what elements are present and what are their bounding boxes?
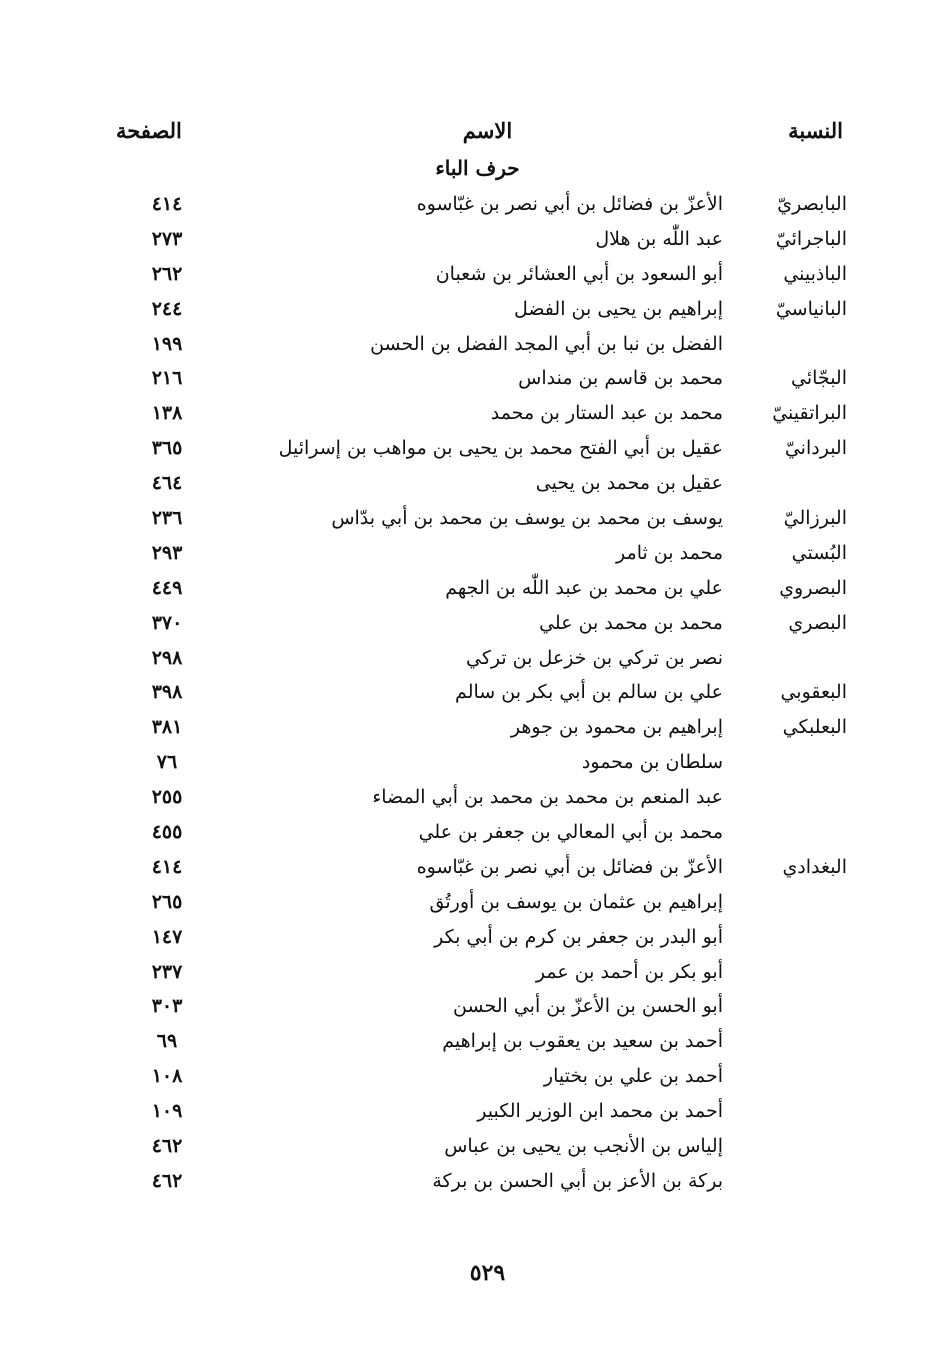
table-row [0, 470, 935, 505]
table-row [0, 435, 935, 470]
row-name: بركة بن الأعز بن أبي الحسن بن بركة [432, 1169, 723, 1192]
row-page-number: ٢٣٧ [151, 960, 183, 983]
row-page-number: ٣٨١ [151, 716, 183, 739]
row-page-number: ٤٤٩ [151, 576, 183, 599]
column-header-nisba: النسبة [788, 118, 843, 143]
row-page-number: ٦٩ [156, 1030, 178, 1053]
row-nisba: البراتقينيّ [772, 402, 847, 425]
row-page-number: ٤٦٢ [151, 1169, 183, 1192]
table-row [0, 645, 935, 680]
table-row [0, 331, 935, 366]
row-page-number: ١٩٩ [151, 332, 183, 355]
row-page-number: ١٤٧ [151, 925, 183, 948]
row-name: أبو البدر بن جعفر بن كرم بن أبي بكر [434, 925, 723, 948]
row-name: الأعزّ بن فضائل بن أبي نصر بن غبّاسوه [416, 193, 723, 215]
table-row [0, 889, 935, 924]
row-nisba: البُستي [791, 541, 847, 564]
row-page-number: ٣٩٨ [151, 681, 183, 704]
table-row [0, 749, 935, 784]
row-page-number: ٢٣٦ [151, 507, 183, 530]
row-name: عبد اللّٰه بن هلال [595, 227, 723, 250]
row-page-number: ٤٦٢ [151, 1135, 183, 1158]
table-row [0, 854, 935, 889]
row-page-number: ٢٥٥ [151, 786, 183, 809]
row-page-number: ٢٤٤ [151, 297, 183, 320]
table-row [0, 1063, 935, 1098]
section-title: حرف الباء [435, 156, 520, 180]
row-page-number: ٢٩٨ [151, 646, 183, 669]
row-name: محمد بن ثامر [616, 541, 723, 564]
row-nisba: البصروي [779, 576, 847, 599]
row-page-number: ١٠٩ [151, 1100, 183, 1123]
table-row [0, 296, 935, 331]
row-page-number: ٢٦٢ [151, 262, 183, 285]
row-page-number: ٧٦ [156, 751, 178, 774]
row-page-number: ٤١٤ [151, 855, 183, 878]
row-name: علي بن محمد بن عبد اللّٰه بن الجهم [445, 576, 723, 599]
row-nisba: البعقوبي [780, 681, 847, 704]
row-name: محمد بن محمد بن علي [539, 611, 723, 634]
table-row [0, 1028, 935, 1063]
row-name: إبراهيم بن يحيى بن الفضل [513, 297, 723, 320]
row-page-number: ٣٧٠ [151, 611, 183, 634]
page-number: ٥٢٩ [469, 1260, 506, 1286]
row-name: الفضل بن نبا بن أبي المجد الفضل بن الحسن [370, 332, 723, 355]
row-name: سلطان بن محمود [581, 751, 723, 774]
row-name: أبو الحسن بن الأعزّ بن أبي الحسن [453, 995, 723, 1018]
row-name: أبو بكر بن أحمد بن عمر [535, 960, 723, 983]
row-name: أحمد بن علي بن بختيار [543, 1065, 723, 1088]
row-name: عقيل بن محمد بن يحيى [535, 472, 723, 495]
table-row [0, 575, 935, 610]
table-row [0, 924, 935, 959]
row-nisba: البردانيّ [784, 437, 847, 460]
row-name: إبراهيم بن محمود بن جوهر [510, 716, 723, 739]
row-name: محمد بن أبي المعالي بن جعفر بن علي [418, 821, 723, 844]
row-name: عقيل بن أبي الفتح محمد بن يحيى بن مواهب بن إسرائيل [278, 437, 723, 460]
table-row [0, 819, 935, 854]
table-row [0, 610, 935, 645]
table-row [0, 365, 935, 400]
table-row [0, 714, 935, 749]
table-row [0, 1098, 935, 1133]
row-name: عبد المنعم بن محمد بن محمد بن أبي المضاء [372, 786, 723, 809]
row-nisba: البجّائي [791, 367, 847, 390]
row-name: أحمد بن سعيد بن يعقوب بن إبراهيم [442, 1030, 723, 1053]
table-row [0, 540, 935, 575]
row-name: محمد بن عبد الستار بن محمد [490, 402, 723, 425]
row-page-number: ٢٩٣ [151, 541, 183, 564]
table-row [0, 400, 935, 435]
row-page-number: ١٠٨ [151, 1065, 183, 1088]
row-nisba: البغدادي [782, 855, 847, 878]
table-row [0, 226, 935, 261]
row-name: نصر بن تركي بن خزعل بن تركي [465, 646, 723, 669]
row-nisba: الباجرائيّ [775, 227, 847, 250]
row-name: علي بن سالم بن أبي بكر بن سالم [455, 681, 723, 704]
row-nisba: البابصريّ [777, 193, 847, 215]
row-page-number: ٣٦٥ [151, 437, 183, 460]
row-nisba: البصري [788, 611, 847, 634]
row-page-number: ٣٠٣ [151, 995, 183, 1018]
row-name: الأعزّ بن فضائل بن أبي نصر بن غبّاسوه [416, 855, 723, 878]
row-name: يوسف بن محمد بن يوسف بن محمد بن أبي بدّاس [331, 507, 723, 530]
row-name: محمد بن قاسم بن منداس [518, 367, 723, 390]
row-nisba: الباذبيني [783, 262, 847, 285]
row-page-number: ٤١٤ [151, 193, 183, 215]
table-row [0, 261, 935, 296]
row-page-number: ١٣٨ [151, 402, 183, 425]
table-row [0, 1133, 935, 1168]
table-row [0, 993, 935, 1028]
row-page-number: ٢١٦ [151, 367, 183, 390]
index-table [0, 191, 935, 1203]
row-name: إلياس بن الأنجب بن يحيى بن عباس [444, 1135, 723, 1158]
row-page-number: ٢٦٥ [151, 890, 183, 913]
table-row [0, 959, 935, 994]
row-page-number: ٢٧٣ [151, 227, 183, 250]
table-row [0, 1168, 935, 1203]
table-row [0, 191, 935, 226]
column-header-page: الصفحة [116, 118, 182, 143]
table-row [0, 505, 935, 540]
row-name: إبراهيم بن عثمان بن يوسف بن أورتُق [429, 890, 723, 913]
row-page-number: ٤٥٥ [151, 821, 183, 844]
row-nisba: البرزاليّ [783, 507, 847, 530]
row-page-number: ٤٦٤ [151, 472, 183, 495]
row-nisba: البعلبكي [782, 716, 847, 739]
row-name: أبو السعود بن أبي العشائر بن شعبان [435, 262, 723, 285]
row-name: أحمد بن محمد ابن الوزير الكبير [477, 1100, 723, 1123]
table-row [0, 784, 935, 819]
column-header-name: الاسم [462, 118, 513, 143]
table-row [0, 679, 935, 714]
row-nisba: البانياسيّ [775, 297, 847, 320]
